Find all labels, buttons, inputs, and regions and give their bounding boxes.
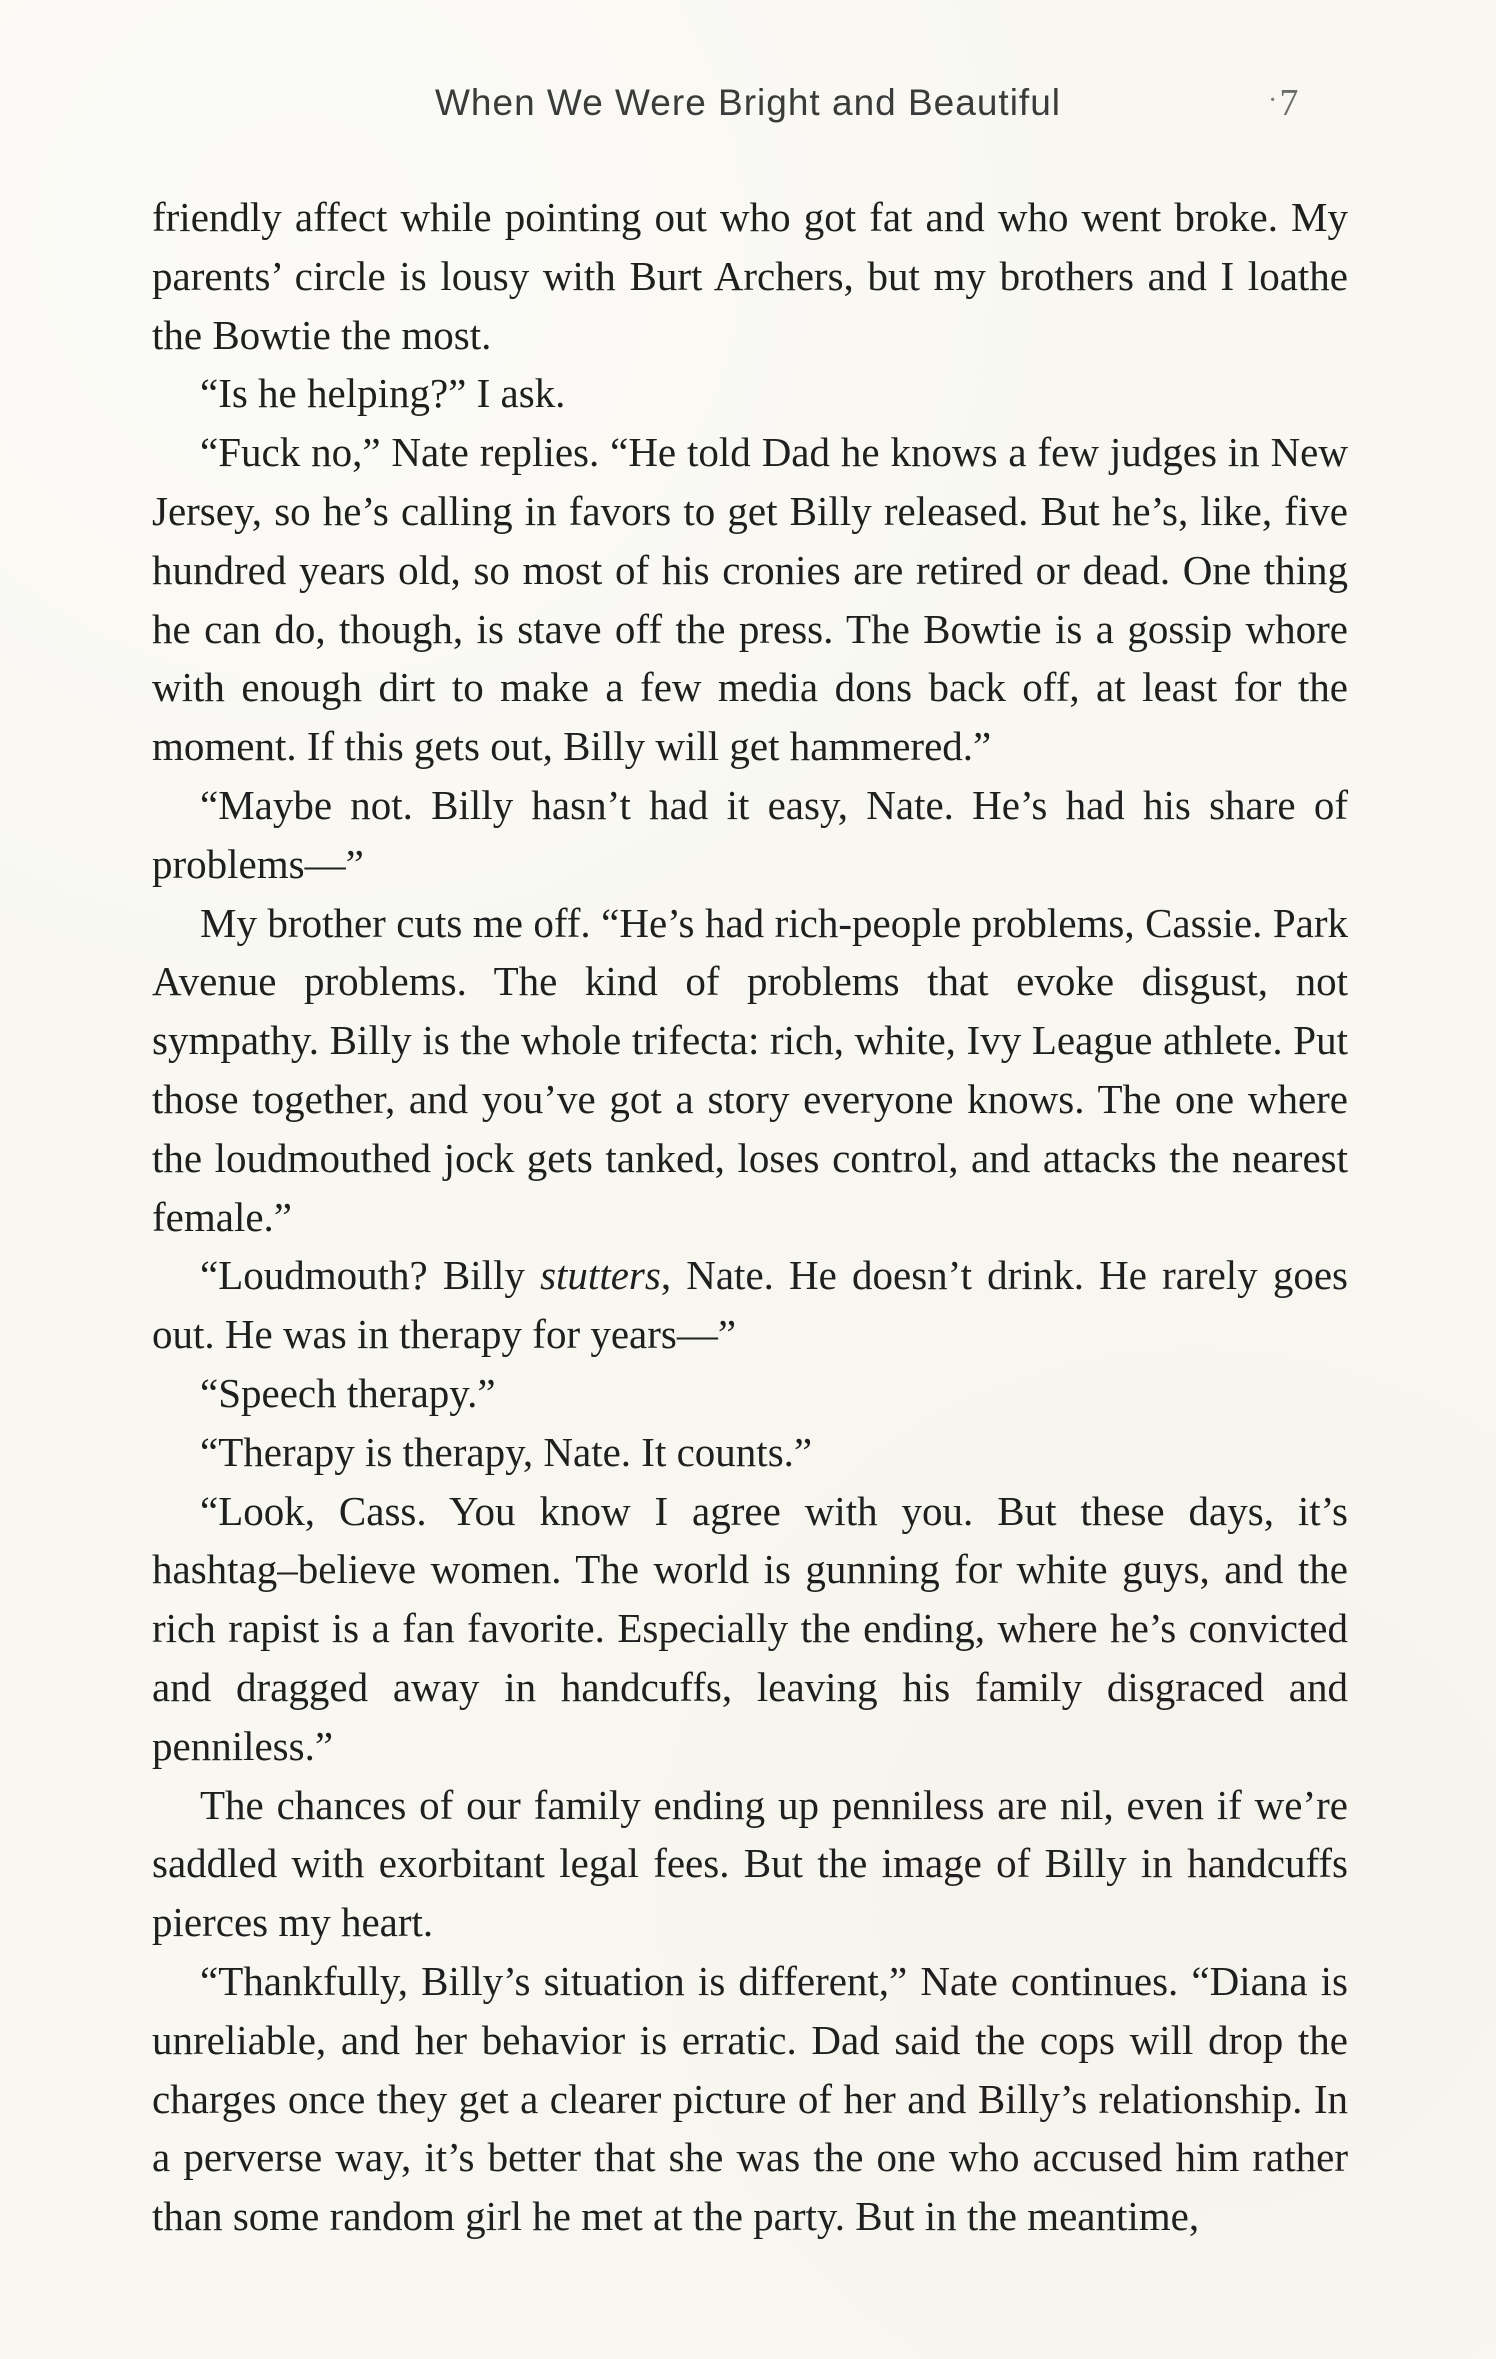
paragraph: “Therapy is therapy, Nate. It counts.”: [200, 1428, 813, 1475]
body-text: [152, 188, 1348, 2246]
paragraph: The chances of our family ending up penniless are nil, even if we’re saddled with exorbitant legal fees. But the image of Billy in handcuffs pierces my heart.: [152, 1781, 1348, 1946]
paragraph-text: , Nate. He doesn’t drink. He rarely goes out. He was in therapy for years—”: [152, 1252, 1348, 1358]
paragraph: My brother cuts me off. “He’s had rich-people problems, Cassie. Park Avenue problems. The kind of problems that evoke disgust, not sympathy. Billy is the whole trifecta: rich, white, Ivy League athlete. Put those together, and you’ve got a story everyone knows. The one where the loudmouthed jock gets tanked, loses control, and attacks the nearest female.”: [152, 899, 1348, 1240]
paragraph: “Look, Cass. You know I agree with you. But these days, it’s hashtag–believe women. The world is gunning for white guys, and the rich rapist is a fan favorite. Especially the ending, where he’s convicted and dragged away in handcuffs, leaving his family disgraced and penniless.”: [152, 1487, 1348, 1769]
paragraph: “Is he helping?” I ask.: [200, 370, 566, 417]
paragraph: “Speech therapy.”: [200, 1369, 496, 1416]
paragraph: [152, 1246, 1348, 1364]
paragraph: “Maybe not. Billy hasn’t had it easy, Nate. He’s had his share of problems—”: [152, 781, 1348, 887]
page-number: [1268, 76, 1298, 128]
page-number-value: 7: [1279, 82, 1299, 124]
running-header-title: When We Were Bright and Beautiful: [435, 82, 1061, 123]
paragraph: friendly affect while pointing out who got fat and who went broke. My parents’ circle is lousy with Burt Archers, but my brothers and I loathe the Bowtie the most.: [152, 194, 1348, 358]
page-number-marker: ·: [1268, 85, 1278, 116]
italic-emphasis: stutters: [540, 1252, 661, 1299]
paragraph: “Thankfully, Billy’s situation is different,” Nate continues. “Diana is unreliable, and her behavior is erratic. Dad said the cops will drop the charges once they get a clearer picture of her and Billy’s relationship. In a perverse way, it’s better that she was the one who accused him rather than some random girl he met at the party. But in the meantime,: [152, 1957, 1348, 2240]
paragraph-text: “Loudmouth? Billy: [200, 1252, 541, 1299]
paragraph: “Fuck no,” Nate replies. “He told Dad he knows a few judges in New Jersey, so he’s calling in favors to get Billy released. But he’s, like, five hundred years old, so most of his cronies are retired or dead. One thing he can do, though, is stave off the press. The Bowtie is a gossip whore with enough dirt to make a few media dons back off, at least for the moment. If this gets out, Billy will get hammered.”: [152, 429, 1348, 770]
